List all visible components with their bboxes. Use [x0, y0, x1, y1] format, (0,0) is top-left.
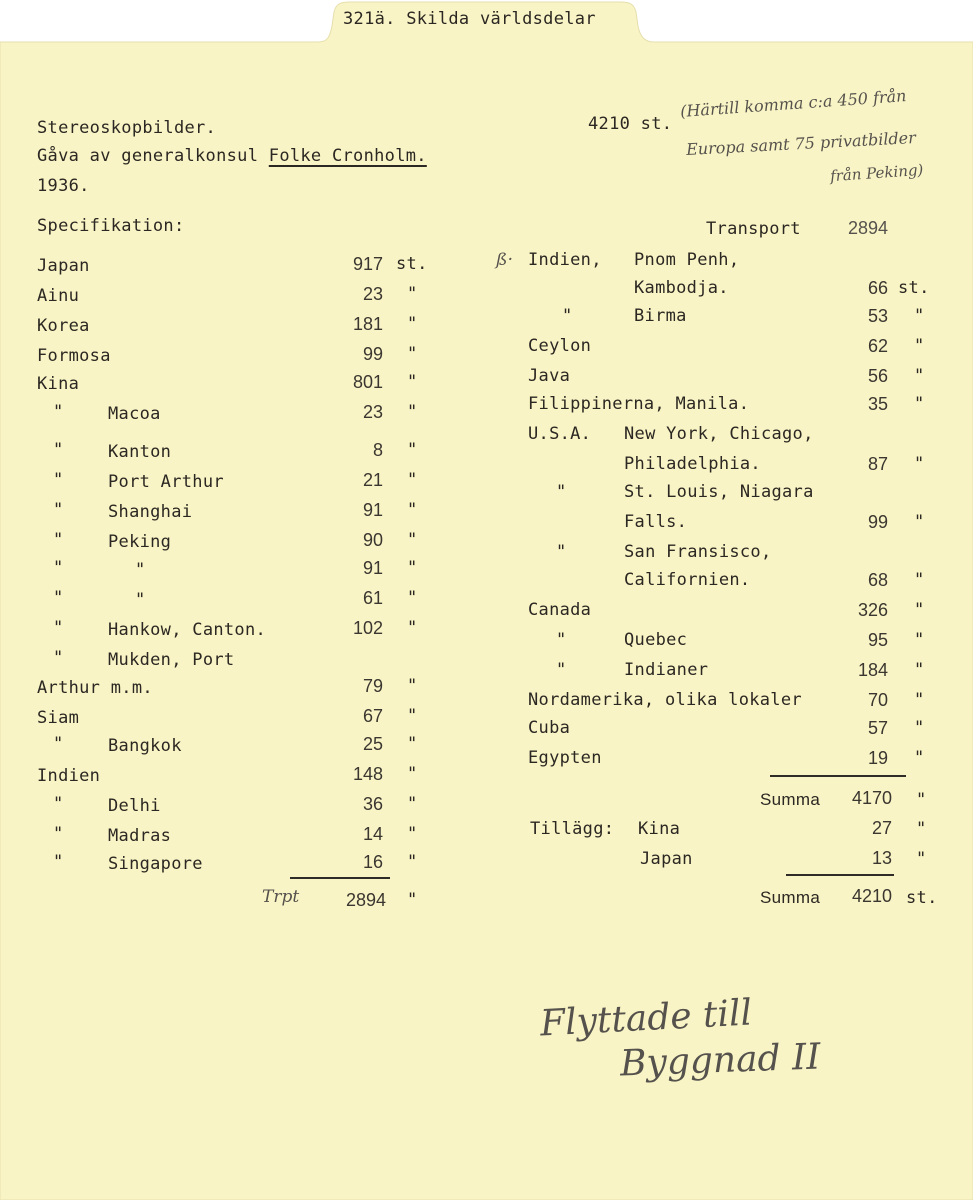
- year: 1936.: [37, 176, 90, 196]
- tillagg-place-2: Japan: [640, 849, 693, 869]
- right-row-number: 326: [857, 600, 888, 620]
- right-row-number: 95: [867, 630, 888, 650]
- left-total-rule: [290, 877, 390, 879]
- right-row-unit: ": [914, 570, 925, 590]
- left-row-unit: ": [407, 852, 418, 872]
- left-row-place: Peking: [108, 532, 172, 552]
- left-row-number: 181: [352, 314, 383, 334]
- left-row-ditto: ": [53, 618, 64, 638]
- right-row-unit: ": [914, 512, 925, 532]
- pencil-note-line-3: från Peking): [829, 160, 924, 186]
- right-row-detail: Indianer: [624, 660, 709, 680]
- right-row-detail: Falls.: [624, 512, 688, 532]
- donor-name: Folke Cronholm.: [268, 146, 427, 166]
- tillagg-number-1: 27: [871, 818, 892, 838]
- gift-prefix: Gåva av generalkonsul: [37, 146, 259, 166]
- left-row-number: 23: [362, 284, 383, 304]
- left-row-number: 16: [362, 852, 383, 872]
- pencil-note-line-1: (Härtill komma c:a 450 från: [679, 86, 907, 121]
- right-row-number: 184: [857, 660, 888, 680]
- left-row-number: 801: [352, 372, 383, 392]
- specification-label: Specifikation:: [37, 216, 185, 236]
- right-row-unit: ": [914, 454, 925, 474]
- left-row-unit: ": [407, 402, 418, 422]
- summa1-rule: [770, 775, 906, 777]
- left-row-unit: ": [407, 284, 418, 304]
- left-row-ditto: ": [53, 440, 64, 460]
- right-row-label: U.S.A.: [528, 424, 592, 444]
- title: Stereoskopbilder.: [37, 118, 217, 138]
- left-row-place: Shanghai: [108, 502, 193, 522]
- left-row-place: Singapore: [108, 854, 203, 874]
- left-row-unit: ": [407, 440, 418, 460]
- left-row-unit: ": [407, 530, 418, 550]
- right-row-number: 66: [867, 278, 888, 298]
- total-count: 4210 st.: [588, 114, 673, 134]
- left-row-place: Indien: [37, 766, 101, 786]
- transport-number: 2894: [847, 218, 888, 238]
- left-row-ditto: ": [53, 402, 64, 422]
- summa1-number: 4170: [851, 788, 892, 808]
- right-row-detail: Kambodja.: [634, 278, 729, 298]
- summa2-label: Summa: [760, 888, 821, 907]
- right-row-unit: ": [914, 394, 925, 414]
- left-row-place: Ainu: [37, 286, 80, 306]
- left-row-number: 99: [362, 344, 383, 364]
- left-row-number: 36: [362, 794, 383, 814]
- left-row-ditto: ": [53, 470, 64, 490]
- right-row-unit: ": [914, 306, 925, 326]
- right-row-detail: Philadelphia.: [624, 454, 761, 474]
- left-row-number: 67: [362, 706, 383, 726]
- right-row-unit: ": [914, 366, 925, 386]
- left-total-label: Trpt: [262, 887, 300, 907]
- right-row-unit: ": [914, 600, 925, 620]
- left-row-unit: ": [407, 706, 418, 726]
- right-row-label: Filippinerna, Manila.: [528, 394, 750, 414]
- right-row-number: 68: [867, 570, 888, 590]
- left-row-unit: ": [407, 314, 418, 334]
- left-row-ditto: ": [53, 824, 64, 844]
- left-row-ditto: ": [53, 530, 64, 550]
- left-row-unit: ": [407, 824, 418, 844]
- left-row-place: Kina: [37, 374, 80, 394]
- left-row-unit: ": [407, 470, 418, 490]
- left-row-unit: ": [407, 618, 418, 638]
- right-row-number: 53: [867, 306, 888, 326]
- right-row-label: Ceylon: [528, 336, 592, 356]
- left-row-number: 23: [362, 402, 383, 422]
- left-row-ditto: ": [53, 558, 64, 578]
- left-row-place: Hankow, Canton.: [108, 620, 267, 640]
- tab-label: 321ä. Skilda världsdelar: [343, 9, 596, 29]
- left-row-place: Bangkok: [108, 736, 182, 756]
- left-row-unit: ": [407, 500, 418, 520]
- tillagg-label: Tillägg:: [530, 819, 615, 839]
- right-row-detail: Pnom Penh,: [634, 250, 740, 270]
- left-row-place: Mukden, Port: [108, 650, 235, 670]
- right-row-unit: ": [914, 718, 925, 738]
- right-row-number: 99: [867, 512, 888, 532]
- right-row-number: 70: [867, 690, 888, 710]
- left-row-ditto: ": [53, 588, 64, 608]
- right-row-unit: st.: [898, 278, 930, 298]
- left-row-place: Formosa: [37, 346, 111, 366]
- left-row-number: 79: [362, 676, 383, 696]
- left-total-number: 2894: [345, 890, 386, 910]
- gift-line: [37, 146, 427, 166]
- left-row-place: Arthur m.m.: [37, 678, 153, 698]
- transport-label: Transport: [706, 219, 801, 239]
- right-row-detail: Birma: [634, 306, 687, 326]
- right-row-label: ": [556, 542, 567, 562]
- left-row-number: 14: [362, 824, 383, 844]
- pencil-note-line-2: Europa samt 75 privatbilder: [685, 127, 917, 160]
- left-row-unit: ": [407, 676, 418, 696]
- left-row-place: Port Arthur: [108, 472, 224, 492]
- right-row-label: Indien,: [528, 250, 602, 270]
- left-row-unit: ": [407, 588, 418, 608]
- left-row-place: Madras: [108, 826, 172, 846]
- left-row-place: Japan: [37, 256, 90, 276]
- summa2-unit: st.: [906, 888, 938, 908]
- right-row-number: 56: [867, 366, 888, 386]
- right-row-label: Java: [528, 366, 571, 386]
- left-row-number: 917: [352, 254, 383, 274]
- right-row-detail: Quebec: [624, 630, 688, 650]
- left-row-place: Korea: [37, 316, 90, 336]
- left-row-unit: st.: [396, 254, 428, 274]
- tillagg-unit-1: ": [916, 819, 927, 839]
- right-row-number: 87: [867, 454, 888, 474]
- summa2-number: 4210: [851, 886, 892, 906]
- right-row-unit: ": [914, 336, 925, 356]
- footer-note-line-2: Byggnad II: [619, 1036, 822, 1085]
- tillagg-number-2: 13: [871, 848, 892, 868]
- left-total-unit: ": [407, 890, 418, 910]
- left-row-unit: ": [407, 558, 418, 578]
- left-row-number: 25: [362, 734, 383, 754]
- right-row-unit: ": [914, 630, 925, 650]
- left-row-number: 102: [352, 618, 383, 638]
- left-row-number: 8: [372, 440, 383, 460]
- left-row-number: 21: [362, 470, 383, 490]
- right-row-unit: ": [914, 690, 925, 710]
- left-row-place: ": [135, 560, 146, 580]
- right-row-label: Egypten: [528, 748, 602, 768]
- left-row-number: 90: [362, 530, 383, 550]
- right-row-detail: Californien.: [624, 570, 751, 590]
- left-row-number: 148: [352, 764, 383, 784]
- left-row-ditto: ": [53, 648, 64, 668]
- left-row-place: Macoa: [108, 404, 161, 424]
- right-row-label: ": [556, 660, 567, 680]
- left-row-place: Kanton: [108, 442, 172, 462]
- right-row-number: 35: [867, 394, 888, 414]
- left-row-number: 61: [362, 588, 383, 608]
- left-row-number: 91: [362, 558, 383, 578]
- right-row-unit: ": [914, 748, 925, 768]
- left-row-place: Siam: [37, 708, 80, 728]
- left-row-ditto: ": [53, 794, 64, 814]
- summa1-unit: ": [916, 790, 927, 810]
- left-row-ditto: ": [53, 852, 64, 872]
- right-row-label: Cuba: [528, 718, 571, 738]
- left-row-unit: ": [407, 344, 418, 364]
- right-row-number: 57: [867, 718, 888, 738]
- left-row-place: ": [135, 590, 146, 610]
- right-row-label: ": [556, 630, 567, 650]
- right-row-label: ": [556, 482, 567, 502]
- right-row-label: Nordamerika, olika lokaler: [528, 690, 802, 710]
- right-row-unit: ": [914, 660, 925, 680]
- left-row-unit: ": [407, 372, 418, 392]
- summa1-label: Summa: [760, 790, 821, 809]
- right-row-label: Canada: [528, 600, 592, 620]
- tillagg-unit-2: ": [916, 849, 927, 869]
- right-row-detail: San Fransisco,: [624, 542, 772, 562]
- right-row-number: 19: [867, 748, 888, 768]
- tillagg-place-1: Kina: [638, 819, 681, 839]
- right-row-detail: New York, Chicago,: [624, 424, 814, 444]
- footer-note-line-1: Flyttade till: [539, 992, 753, 1045]
- summa2-rule: [786, 874, 894, 876]
- right-row-detail: St. Louis, Niagara: [624, 482, 814, 502]
- left-row-unit: ": [407, 794, 418, 814]
- right-row-mark: ß·: [496, 250, 514, 270]
- left-row-unit: ": [407, 734, 418, 754]
- left-row-unit: ": [407, 764, 418, 784]
- left-row-ditto: ": [53, 734, 64, 754]
- left-row-place: Delhi: [108, 796, 161, 816]
- right-row-number: 62: [867, 336, 888, 356]
- right-row-label: ": [562, 306, 573, 326]
- left-row-number: 91: [362, 500, 383, 520]
- left-row-ditto: ": [53, 500, 64, 520]
